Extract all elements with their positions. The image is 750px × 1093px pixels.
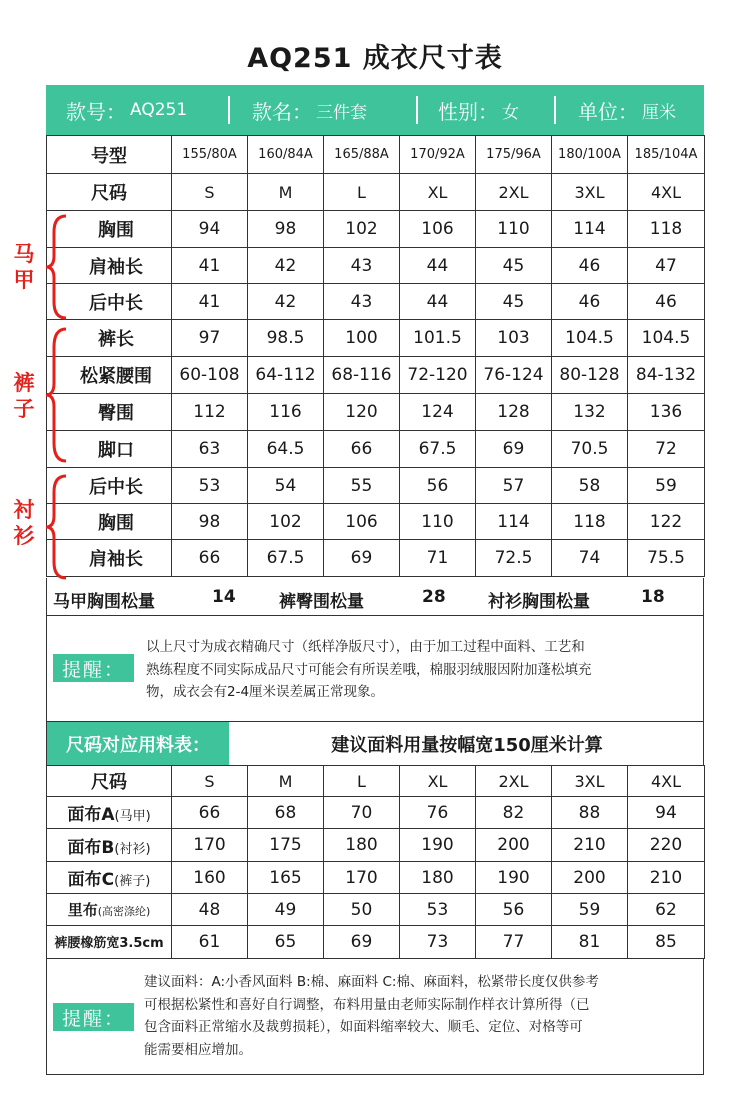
table-row xyxy=(47,431,705,468)
value-cell: 210 xyxy=(628,862,705,894)
value-cell: 62 xyxy=(628,894,705,926)
value-cell: 45 xyxy=(476,284,552,320)
table-row xyxy=(47,504,705,540)
value-cell: 200 xyxy=(552,862,628,894)
value-cell: 88 xyxy=(552,797,628,829)
value-cell: 43 xyxy=(324,284,400,320)
value-cell: 165 xyxy=(248,862,324,894)
fabric-name: 面布C xyxy=(67,870,115,890)
brace-vest xyxy=(40,212,70,322)
value-cell: 104.5 xyxy=(552,320,628,357)
value-cell: 65 xyxy=(248,926,324,959)
value-cell: 45 xyxy=(476,248,552,284)
table-row xyxy=(47,468,705,504)
value-cell: 46 xyxy=(552,284,628,320)
value-cell: 42 xyxy=(248,284,324,320)
size-cell: XL xyxy=(400,766,476,797)
value-cell: 110 xyxy=(476,211,552,248)
page-title: AQ251 成衣尺寸表 xyxy=(247,43,503,74)
row-label: 臀围 xyxy=(47,394,172,431)
value-cell: 46 xyxy=(552,248,628,284)
row-label xyxy=(47,862,172,894)
row-label: 肩袖长 xyxy=(47,540,172,577)
size-row xyxy=(47,174,705,211)
fabric-name: 面布A xyxy=(67,805,115,825)
style-number: 款号： AQ251 xyxy=(66,99,188,124)
value-cell: 72 xyxy=(628,431,705,468)
value-cell: 76-124 xyxy=(476,357,552,394)
value-cell: 71 xyxy=(400,540,476,577)
reminder-text: 以上尺寸为成衣精确尺寸（纸样净版尺寸），由于加工过程中面料、工艺和 熟练程度不同实际成品尺寸可能会有所误差哦，棉服羽绒服因附加蓬松填充 物，成衣会有2-4厘米误差属正常现象。 xyxy=(146,639,592,700)
value-cell: 70.5 xyxy=(552,431,628,468)
row-label xyxy=(47,797,172,829)
table-row xyxy=(47,394,705,431)
row-label: 后中长 xyxy=(47,284,172,320)
fabric-name: 里布 xyxy=(67,901,98,919)
model-row xyxy=(47,136,705,174)
row-label: 裤长 xyxy=(47,320,172,357)
model-cell: 170/92A xyxy=(400,136,476,174)
fabric-note: (裤子) xyxy=(114,874,151,889)
table-row xyxy=(47,829,705,862)
row-label: 胸围 xyxy=(47,211,172,248)
looseness-row xyxy=(46,578,704,616)
value-cell: 50 xyxy=(324,894,400,926)
size-cell: 4XL xyxy=(628,174,705,211)
value-cell: 67.5 xyxy=(400,431,476,468)
value-cell: 98 xyxy=(248,211,324,248)
divider xyxy=(554,96,556,124)
model-cell: 175/96A xyxy=(476,136,552,174)
value-cell: 124 xyxy=(400,394,476,431)
value-cell: 81 xyxy=(552,926,628,959)
row-label: 号型 xyxy=(47,136,172,174)
value-cell: 102 xyxy=(248,504,324,540)
value-cell: 70 xyxy=(324,797,400,829)
value-cell: 116 xyxy=(248,394,324,431)
divider xyxy=(228,96,230,124)
value-cell: 43 xyxy=(324,248,400,284)
value-cell: 112 xyxy=(172,394,248,431)
value-cell: 77 xyxy=(476,926,552,959)
value-cell: 136 xyxy=(628,394,705,431)
value-cell: 180 xyxy=(324,829,400,862)
row-label: 尺码 xyxy=(47,174,172,211)
model-cell: 165/88A xyxy=(324,136,400,174)
group-label-pants: 裤子 xyxy=(13,371,35,421)
value-cell: 106 xyxy=(400,211,476,248)
value-cell: 106 xyxy=(324,504,400,540)
value-cell: 110 xyxy=(400,504,476,540)
value-cell: 73 xyxy=(400,926,476,959)
value-cell: 160 xyxy=(172,862,248,894)
value-cell: 64.5 xyxy=(248,431,324,468)
value-cell: 66 xyxy=(172,540,248,577)
value-cell: 69 xyxy=(324,540,400,577)
value-cell: 74 xyxy=(552,540,628,577)
table-row xyxy=(47,357,705,394)
value-cell: 170 xyxy=(172,829,248,862)
gender: 性别： 女 xyxy=(438,99,519,124)
model-cell: 180/100A xyxy=(552,136,628,174)
value-cell: 97 xyxy=(172,320,248,357)
pants-ease-value: 28 xyxy=(422,587,446,607)
group-label-vest: 马甲 xyxy=(13,242,35,292)
fabric-note: (高密涤纶) xyxy=(97,905,151,918)
info-header-bar xyxy=(46,85,704,135)
model-cell: 185/104A xyxy=(628,136,705,174)
value-cell: 61 xyxy=(172,926,248,959)
value-cell: 64-112 xyxy=(248,357,324,394)
pants-ease-label: 裤臀围松量 xyxy=(279,592,364,612)
value-cell: 54 xyxy=(248,468,324,504)
size-cell: 2XL xyxy=(476,174,552,211)
value-cell: 41 xyxy=(172,248,248,284)
value-cell: 59 xyxy=(628,468,705,504)
reminder-tag: 提醒： xyxy=(53,654,134,682)
value-cell: 56 xyxy=(400,468,476,504)
row-label: 脚口 xyxy=(47,431,172,468)
size-cell: 3XL xyxy=(552,174,628,211)
value-cell: 122 xyxy=(628,504,705,540)
table-row xyxy=(47,862,705,894)
value-cell: 85 xyxy=(628,926,705,959)
size-cell: M xyxy=(248,174,324,211)
value-cell: 190 xyxy=(476,862,552,894)
value-cell: 68 xyxy=(248,797,324,829)
value-cell: 132 xyxy=(552,394,628,431)
value-cell: 200 xyxy=(476,829,552,862)
value-cell: 98 xyxy=(172,504,248,540)
brace-pants xyxy=(40,325,70,465)
table-row xyxy=(47,211,705,248)
value-cell: 120 xyxy=(324,394,400,431)
table-row xyxy=(47,797,705,829)
fabric-size-row xyxy=(47,766,705,797)
reminder-tag: 提醒： xyxy=(53,1003,134,1031)
table-row xyxy=(47,926,705,959)
value-cell: 80-128 xyxy=(552,357,628,394)
size-cell: S xyxy=(172,174,248,211)
value-cell: 72-120 xyxy=(400,357,476,394)
size-cell: XL xyxy=(400,174,476,211)
value-cell: 53 xyxy=(400,894,476,926)
value-cell: 118 xyxy=(552,504,628,540)
divider xyxy=(416,96,418,124)
value-cell: 98.5 xyxy=(248,320,324,357)
style-name: 款名： 三件套 xyxy=(252,99,367,124)
reminder-box-1 xyxy=(46,616,704,722)
size-cell: 3XL xyxy=(552,766,628,797)
value-cell: 84-132 xyxy=(628,357,705,394)
value-cell: 67.5 xyxy=(248,540,324,577)
row-label: 尺码 xyxy=(47,766,172,797)
value-cell: 180 xyxy=(400,862,476,894)
value-cell: 128 xyxy=(476,394,552,431)
value-cell: 75.5 xyxy=(628,540,705,577)
value-cell: 100 xyxy=(324,320,400,357)
value-cell: 49 xyxy=(248,894,324,926)
row-label xyxy=(47,894,172,926)
size-cell: S xyxy=(172,766,248,797)
shirt-ease-value: 18 xyxy=(641,587,665,607)
size-table xyxy=(46,135,705,577)
unit: 单位： 厘米 xyxy=(578,99,676,124)
value-cell: 59 xyxy=(552,894,628,926)
table-row xyxy=(47,894,705,926)
value-cell: 60-108 xyxy=(172,357,248,394)
value-cell: 114 xyxy=(476,504,552,540)
table-row xyxy=(47,284,705,320)
value-cell: 102 xyxy=(324,211,400,248)
value-cell: 103 xyxy=(476,320,552,357)
value-cell: 69 xyxy=(476,431,552,468)
size-cell: L xyxy=(324,766,400,797)
value-cell: 210 xyxy=(552,829,628,862)
value-cell: 55 xyxy=(324,468,400,504)
fabric-heading: 尺码对应用料表： xyxy=(47,722,229,765)
value-cell: 58 xyxy=(552,468,628,504)
value-cell: 170 xyxy=(324,862,400,894)
value-cell: 44 xyxy=(400,248,476,284)
size-cell: M xyxy=(248,766,324,797)
row-label xyxy=(47,926,172,959)
table-row xyxy=(47,248,705,284)
fabric-note: (衬衫) xyxy=(114,841,151,857)
brace-shirt xyxy=(40,472,70,582)
table-row xyxy=(47,320,705,357)
size-cell: 2XL xyxy=(476,766,552,797)
fabric-table xyxy=(46,765,705,959)
value-cell: 94 xyxy=(628,797,705,829)
value-cell: 47 xyxy=(628,248,705,284)
row-label: 肩袖长 xyxy=(47,248,172,284)
fabric-name: 面布B xyxy=(67,837,115,858)
value-cell: 94 xyxy=(172,211,248,248)
value-cell: 66 xyxy=(172,797,248,829)
row-label: 松紧腰围 xyxy=(47,357,172,394)
size-cell: 4XL xyxy=(628,766,705,797)
row-label: 后中长 xyxy=(47,468,172,504)
fabric-note: (马甲) xyxy=(114,809,151,824)
shirt-ease-label: 衬衫胸围松量 xyxy=(488,592,590,612)
size-cell: L xyxy=(324,174,400,211)
value-cell: 101.5 xyxy=(400,320,476,357)
value-cell: 76 xyxy=(400,797,476,829)
reminder-box-2 xyxy=(46,958,704,1075)
value-cell: 41 xyxy=(172,284,248,320)
group-label-shirt: 衬衫 xyxy=(13,498,35,548)
fabric-name: 裤腰橡筋宽3.5cm xyxy=(54,936,164,951)
fabric-subheading: 建议面料用量按幅宽150厘米计算 xyxy=(331,734,603,756)
table-row xyxy=(47,540,705,577)
value-cell: 42 xyxy=(248,248,324,284)
row-label: 胸围 xyxy=(47,504,172,540)
value-cell: 104.5 xyxy=(628,320,705,357)
value-cell: 190 xyxy=(400,829,476,862)
value-cell: 175 xyxy=(248,829,324,862)
value-cell: 68-116 xyxy=(324,357,400,394)
row-label xyxy=(47,829,172,862)
model-cell: 160/84A xyxy=(248,136,324,174)
fabric-header xyxy=(46,722,704,766)
value-cell: 66 xyxy=(324,431,400,468)
value-cell: 114 xyxy=(552,211,628,248)
value-cell: 56 xyxy=(476,894,552,926)
value-cell: 82 xyxy=(476,797,552,829)
value-cell: 44 xyxy=(400,284,476,320)
value-cell: 57 xyxy=(476,468,552,504)
reminder-text: 建议面料：A:小香风面料 B:棉、麻面料 C:棉、麻面料，松紧带长度仅供参考 可根据松紧性和喜好自行调整，布料用量由老师实际制作样衣计算所得（已 包含面料正常缩水及裁剪损耗），如面料缩率较大、顺毛、定位、对格等可 能需要相应增加。 xyxy=(144,974,599,1058)
model-cell: 155/80A xyxy=(172,136,248,174)
value-cell: 69 xyxy=(324,926,400,959)
value-cell: 48 xyxy=(172,894,248,926)
value-cell: 53 xyxy=(172,468,248,504)
value-cell: 63 xyxy=(172,431,248,468)
value-cell: 118 xyxy=(628,211,705,248)
value-cell: 46 xyxy=(628,284,705,320)
value-cell: 72.5 xyxy=(476,540,552,577)
vest-ease-label: 马甲胸围松量 xyxy=(53,592,155,612)
value-cell: 220 xyxy=(628,829,705,862)
vest-ease-value: 14 xyxy=(212,587,236,607)
